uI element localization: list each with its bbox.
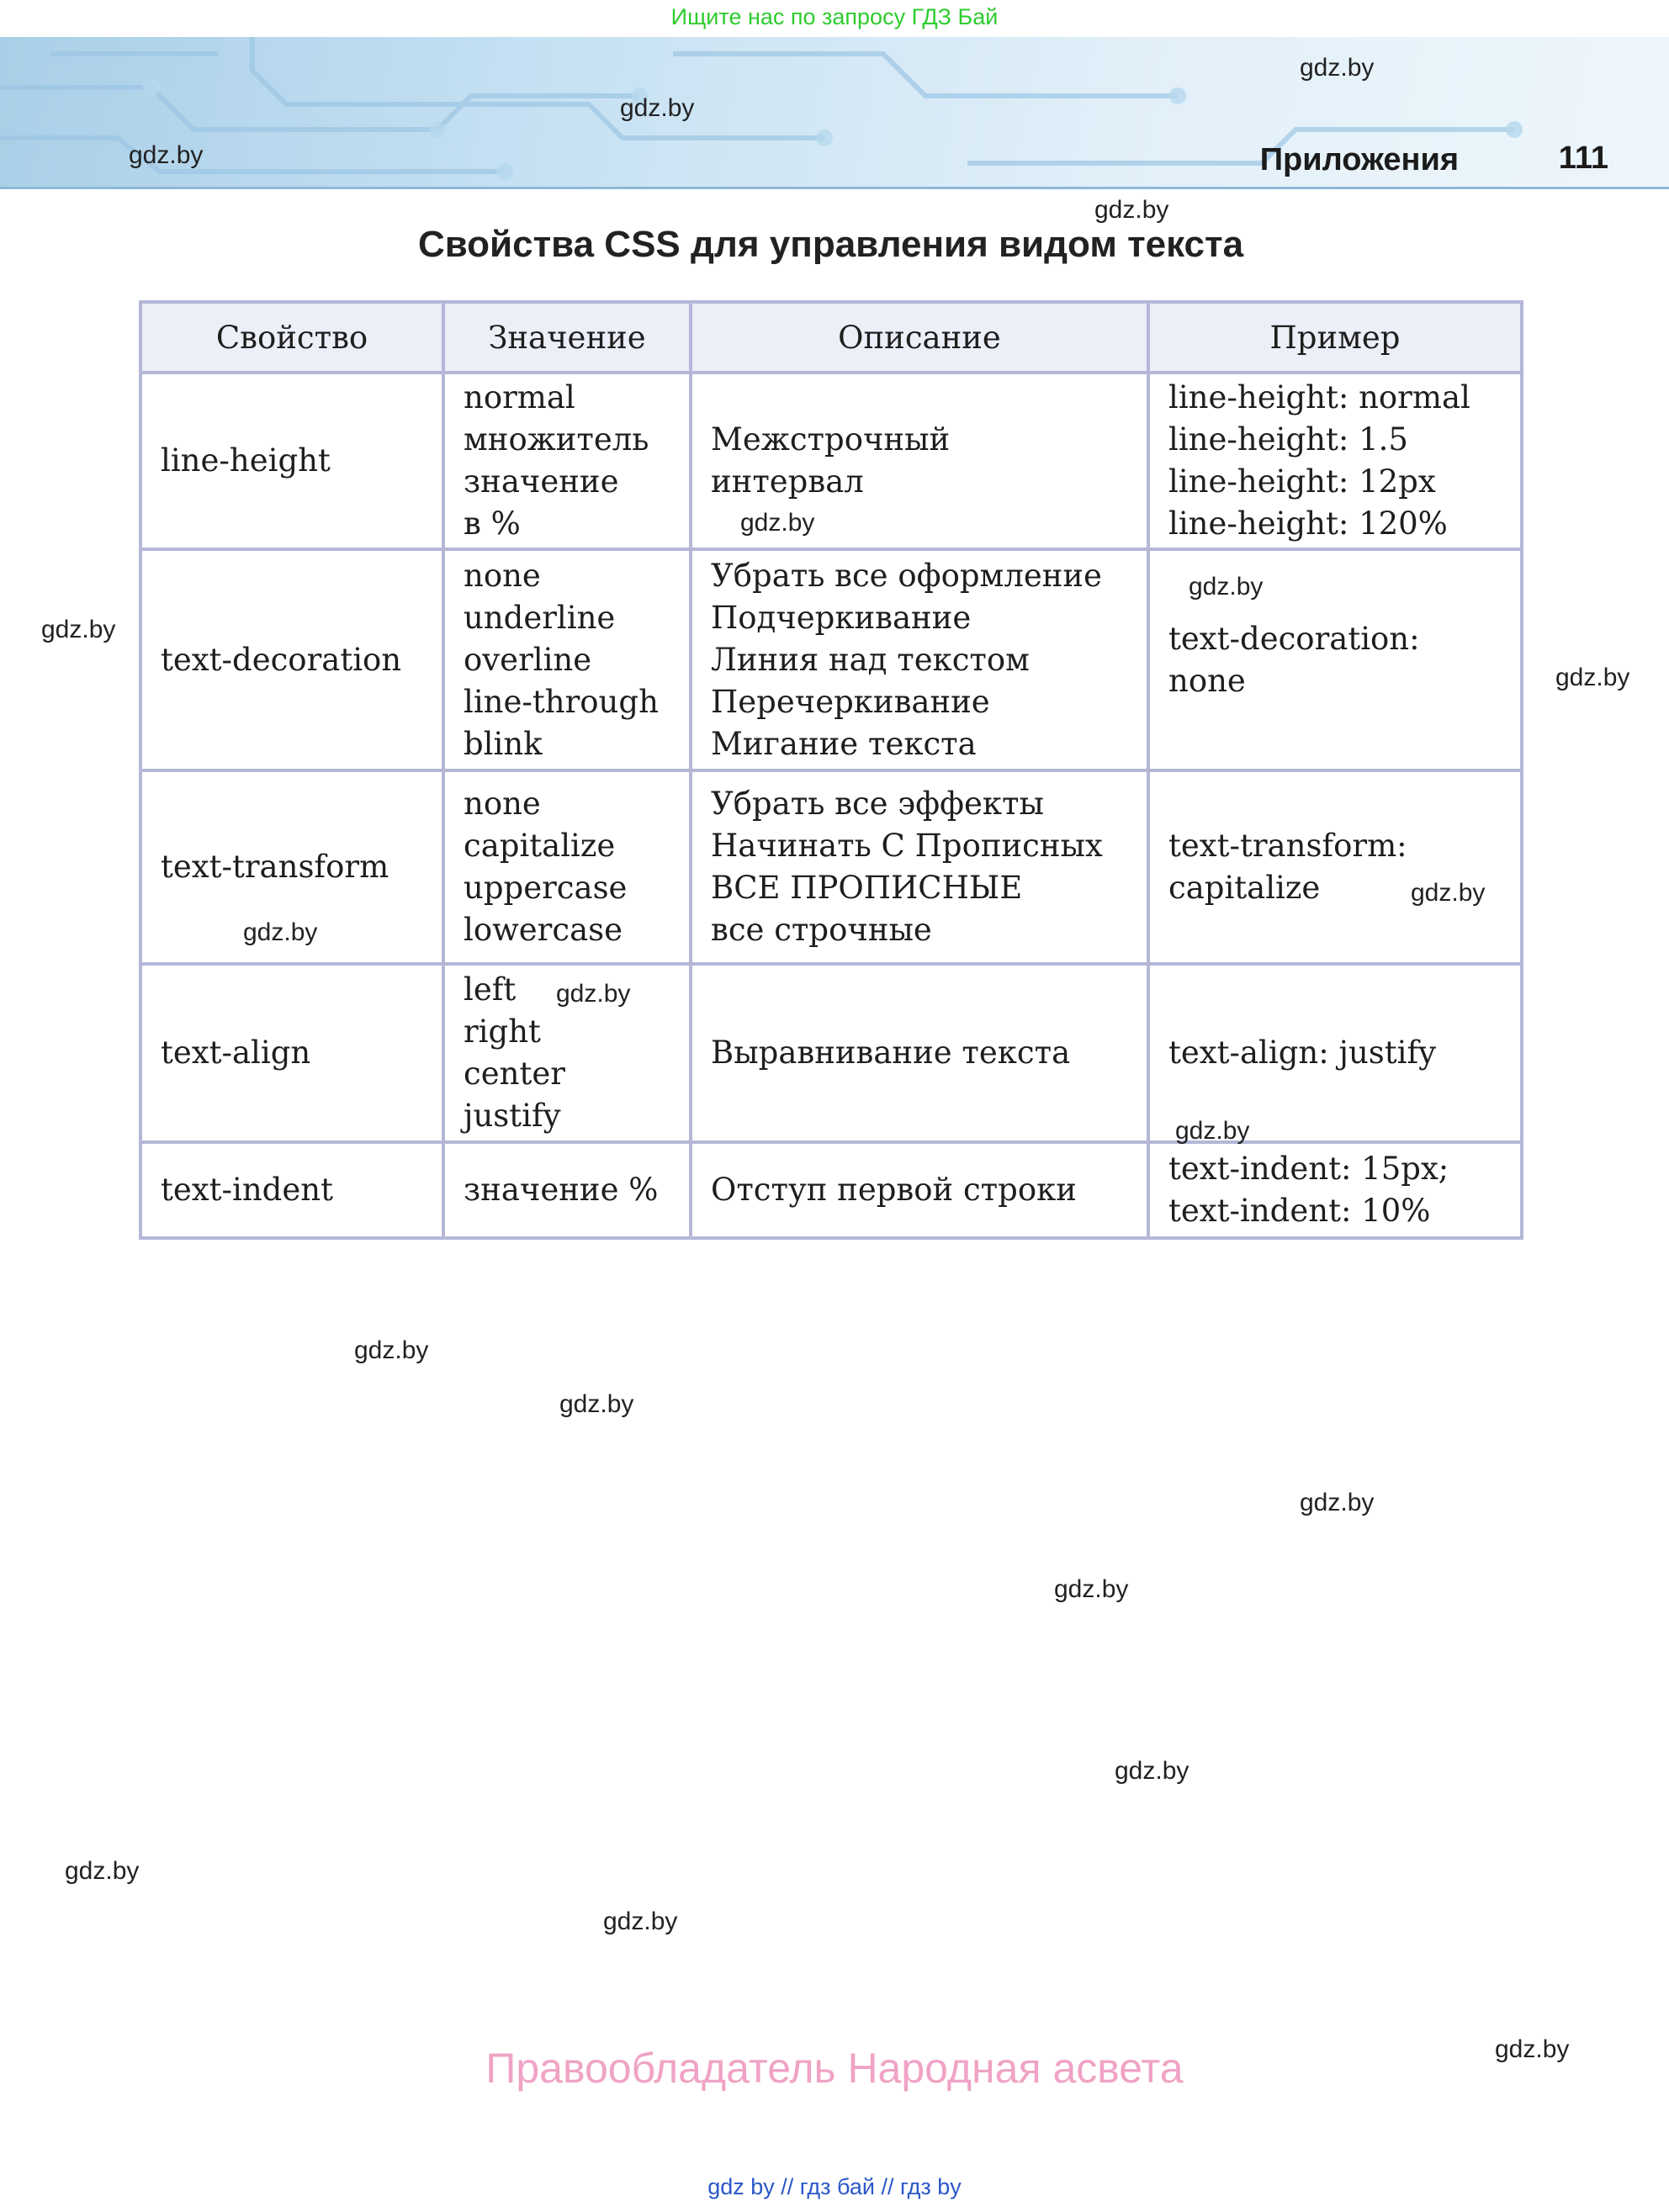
example-cell: text-indent: 15px; text-indent: 10% — [1148, 1142, 1522, 1238]
watermark-text: gdz.by — [41, 616, 116, 643]
values-cell: none capitalize uppercase lowercase — [443, 770, 691, 964]
description-cell: Убрать все эффекты Начинать С Прописных ВСЕ ПРОПИСНЫЕ все строчные — [691, 770, 1148, 964]
footer-links: gdz by // гдз бай // гдз by — [707, 2174, 962, 2199]
column-header-example: Пример — [1148, 302, 1522, 373]
property-cell: text-transform — [140, 770, 443, 964]
table-row — [140, 373, 1522, 549]
property-cell: text-align — [140, 964, 443, 1142]
copyright-notice: Правообладатель Народная асвета — [485, 2045, 1184, 2092]
watermark-text: gdz.by — [354, 1336, 429, 1364]
column-header-description: Описание — [691, 302, 1148, 373]
watermark-text: gdz.by — [1115, 1757, 1189, 1785]
table-row — [140, 549, 1522, 770]
table-row — [140, 964, 1522, 1142]
header-divider — [0, 187, 1669, 189]
watermark-text: gdz.by — [243, 918, 318, 946]
property-cell: text-indent — [140, 1142, 443, 1238]
watermark-text: gdz.by — [1054, 1575, 1129, 1603]
description-cell: Отступ первой строки — [691, 1142, 1148, 1238]
column-header-property: Свойство — [140, 302, 443, 373]
table-title: Свойства CSS для управления видом текста — [417, 224, 1244, 265]
watermark-text: gdz.by — [65, 1857, 140, 1885]
watermark-text: gdz.by — [1094, 196, 1169, 224]
watermark-text: gdz.by — [1175, 1117, 1250, 1145]
page-header — [0, 37, 1669, 188]
watermark-text: gdz.by — [129, 141, 204, 169]
description-cell: Межстрочный интервал — [691, 373, 1148, 549]
property-cell: line-height — [140, 373, 443, 549]
example-cell: text-transform: capitalize — [1148, 770, 1522, 964]
values-cell: none underline overline line-through blink — [443, 549, 691, 770]
watermark-text: gdz.by — [556, 980, 631, 1008]
description-cell: Убрать все оформление Подчеркивание Линия над текстом Перечеркивание Мигание текста — [691, 549, 1148, 770]
watermark-text: gdz.by — [1411, 879, 1486, 907]
values-cell: left right center justify — [443, 964, 691, 1142]
values-cell: значение % — [443, 1142, 691, 1238]
table-header-row — [140, 302, 1522, 373]
watermark-text: gdz.by — [620, 94, 695, 122]
watermark-text: gdz.by — [1300, 54, 1375, 82]
example-cell: line-height: normal line-height: 1.5 line-height: 12px line-height: 120% — [1148, 373, 1522, 549]
example-cell: text-decoration: none — [1148, 549, 1522, 770]
values-cell: normal множитель значение в % — [443, 373, 691, 549]
table-row — [140, 770, 1522, 964]
watermark-text: gdz.by — [1495, 2035, 1570, 2063]
property-cell: text-decoration — [140, 549, 443, 770]
css-properties-table — [139, 300, 1523, 1240]
description-cell: Выравнивание текста — [691, 964, 1148, 1142]
watermark-text: gdz.by — [559, 1390, 634, 1418]
watermark-text: gdz.by — [603, 1908, 678, 1935]
example-cell: text-align: justify — [1148, 964, 1522, 1142]
watermark-text: gdz.by — [1300, 1489, 1375, 1516]
top-search-banner: Ищите нас по запросу ГДЗ Бай — [670, 4, 999, 29]
watermark-text: gdz.by — [1189, 573, 1264, 601]
table-row — [140, 1142, 1522, 1238]
watermark-text: gdz.by — [740, 509, 815, 537]
section-title: Приложения — [1259, 142, 1459, 177]
watermark-text: gdz.by — [1555, 664, 1630, 691]
page-number: 111 — [1558, 140, 1608, 176]
column-header-value: Значение — [443, 302, 691, 373]
